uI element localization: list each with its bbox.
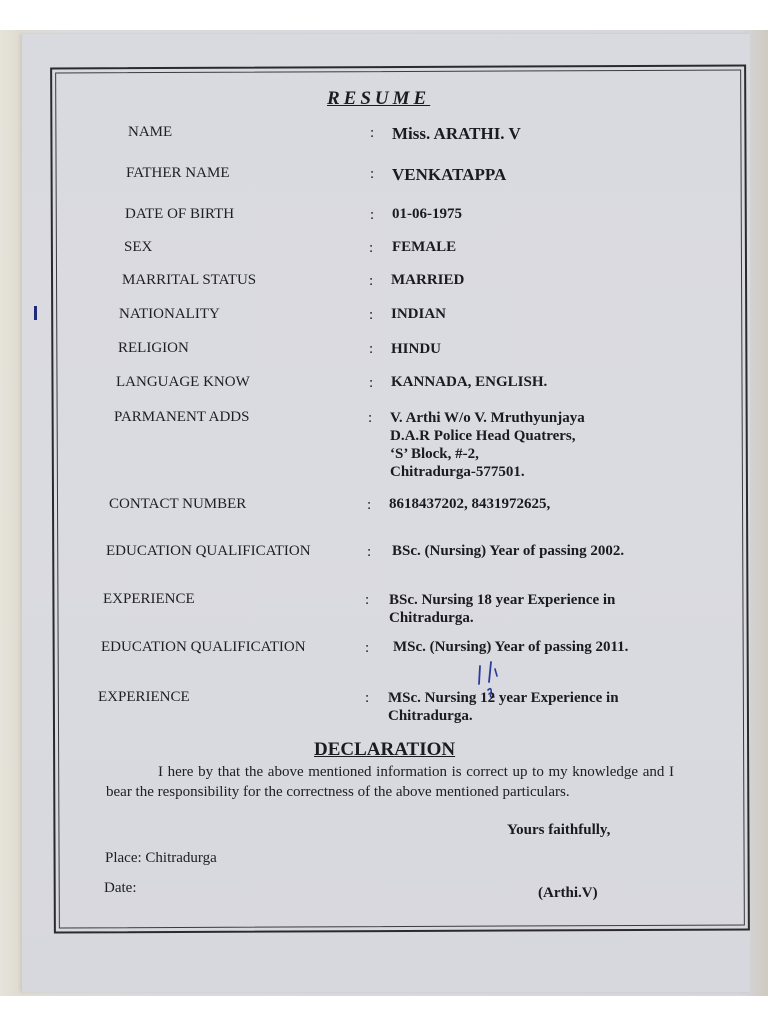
label-religion: RELIGION <box>118 340 189 356</box>
label-education-qualification: EDUCATION QUALIFICATION <box>101 639 306 655</box>
experience-line: BSc. Nursing 18 year Experience in <box>389 592 616 608</box>
colon: : <box>370 166 375 182</box>
colon: : <box>369 341 374 357</box>
label-experience: EXPERIENCE <box>98 689 190 705</box>
colon: : <box>369 273 374 289</box>
value-education-bsc: BSc. (Nursing) Year of passing 2002. <box>392 543 625 559</box>
place-line: Place: Chitradurga <box>105 850 217 866</box>
label-date-of-birth: DATE OF BIRTH <box>125 206 235 222</box>
value-sex: FEMALE <box>392 239 457 255</box>
address-line: ‘S’ Block, #-2, <box>390 446 479 462</box>
label-father-name: FATHER NAME <box>126 165 230 181</box>
experience-line: Chitradurga. <box>389 610 474 626</box>
declaration-title: DECLARATION <box>314 739 456 760</box>
declaration-text: I here by that the above mentioned information is correct up to my knowledge and I bear the responsibility for the correctness of the above mentioned particulars. <box>106 764 674 800</box>
value-education-msc: MSc. (Nursing) Year of passing 2011. <box>393 639 629 655</box>
label-permanent-address: PARMANENT ADDS <box>114 409 250 425</box>
value-permanent-address <box>390 409 585 481</box>
label-education-qualification: EDUCATION QUALIFICATION <box>106 543 311 559</box>
label-experience: EXPERIENCE <box>103 591 195 607</box>
label-language: LANGUAGE KNOW <box>116 374 250 390</box>
resume-title: RESUME <box>327 88 431 109</box>
label-name: NAME <box>128 124 173 140</box>
ink-mark <box>34 306 37 320</box>
value-experience-msc <box>388 689 619 725</box>
value-name: Miss. ARATHI. V <box>392 124 521 143</box>
value-father-name: VENKATAPPA <box>392 165 507 184</box>
address-line: Chitradurga-577501. <box>390 464 525 480</box>
colon: : <box>370 207 375 223</box>
top-margin <box>0 0 768 30</box>
experience-line: Chitradurga. <box>388 708 473 724</box>
colon: : <box>369 375 374 391</box>
value-language: KANNADA, ENGLISH. <box>391 374 548 390</box>
address-line: D.A.R Police Head Quatrers, <box>390 428 576 444</box>
value-nationality: INDIAN <box>391 306 447 322</box>
colon: : <box>365 592 370 608</box>
value-religion: HINDU <box>391 341 442 357</box>
label-marital-status: MARRITAL STATUS <box>122 272 257 288</box>
value-marital-status: MARRIED <box>391 272 465 288</box>
experience-line: MSc. Nursing 12 year Experience in <box>388 690 619 706</box>
value-date-of-birth: 01-06-1975 <box>392 206 462 222</box>
bottom-margin <box>0 996 768 1024</box>
closing-yours-faithfully: Yours faithfully, <box>507 822 611 838</box>
label-sex: SEX <box>124 239 153 255</box>
colon: : <box>370 125 375 141</box>
signature-name: (Arthi.V) <box>538 885 598 901</box>
value-contact-number: 8618437202, 8431972625, <box>389 496 551 512</box>
colon: : <box>367 544 372 560</box>
colon: : <box>365 640 370 656</box>
colon: : <box>367 497 372 513</box>
value-experience-bsc <box>389 591 615 627</box>
colon: : <box>369 307 374 323</box>
label-contact-number: CONTACT NUMBER <box>109 496 247 512</box>
colon: : <box>368 410 373 426</box>
address-line: V. Arthi W/o V. Mruthyunjaya <box>390 410 585 426</box>
colon: : <box>369 240 374 256</box>
date-line: Date: <box>104 880 137 896</box>
label-nationality: NATIONALITY <box>119 306 220 322</box>
colon: : <box>365 690 370 706</box>
